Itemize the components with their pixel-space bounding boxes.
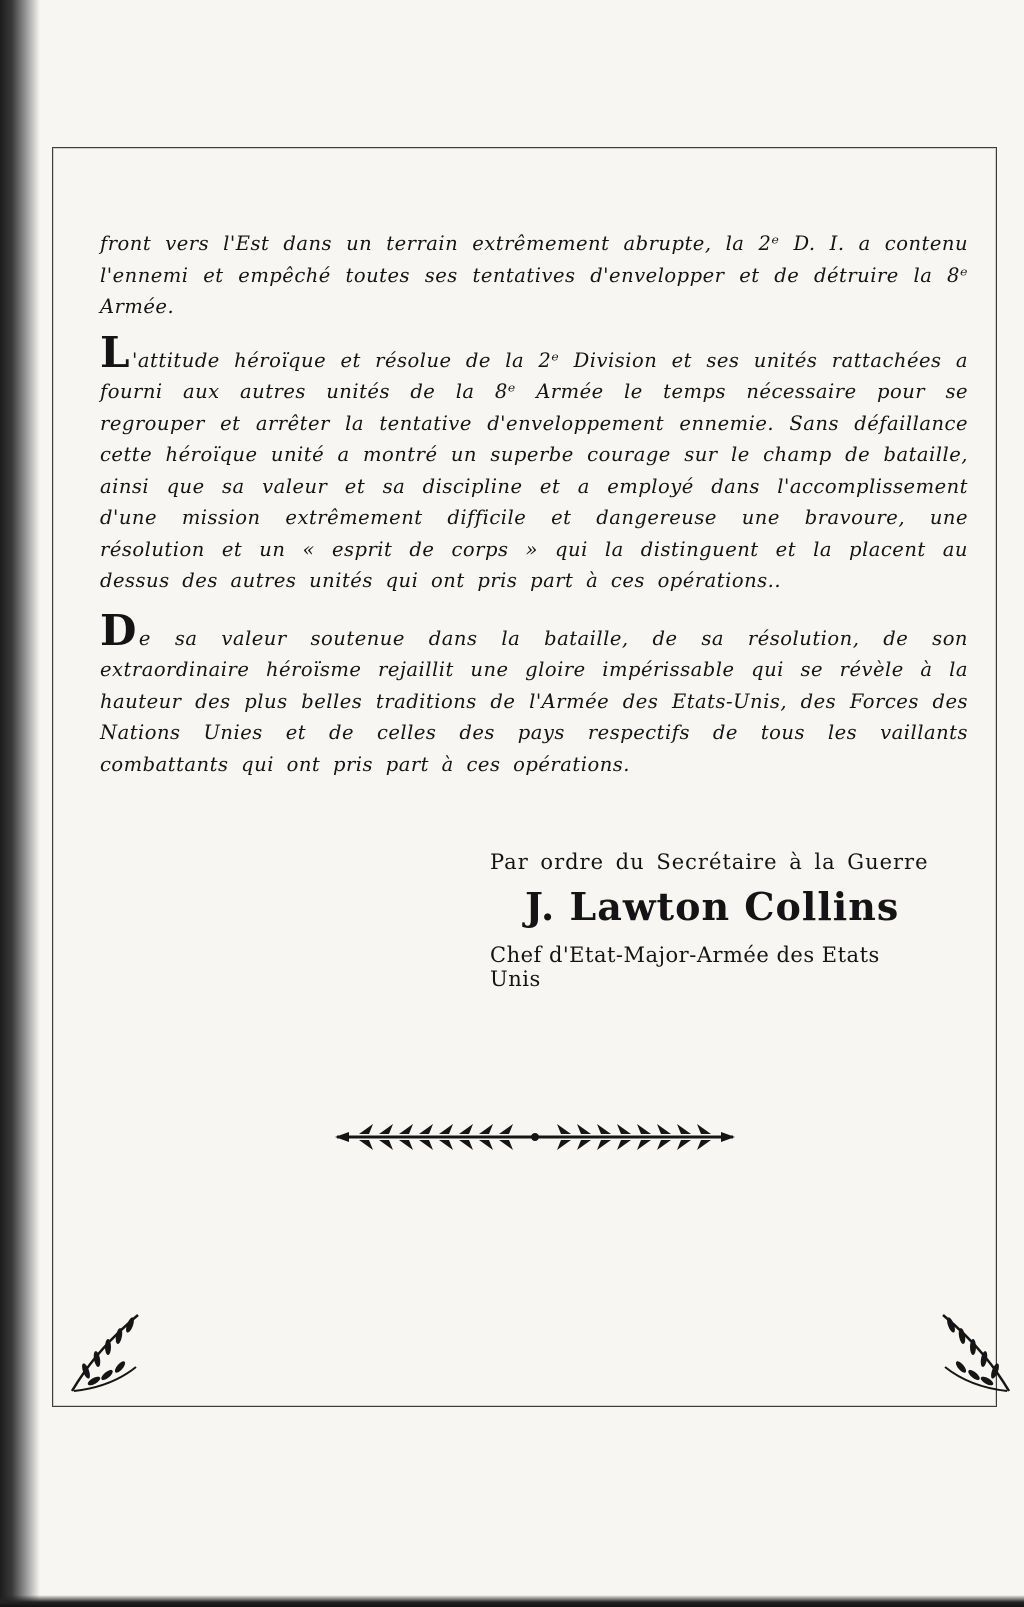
bottom-scan-edge xyxy=(0,1595,1024,1607)
signature-block xyxy=(470,850,930,991)
paragraph-1 xyxy=(100,228,968,323)
vine-ornament-icon xyxy=(335,1118,735,1156)
signature-name: J. Lawton Collins xyxy=(525,884,900,929)
paragraph-2-dropcap: L xyxy=(100,327,131,377)
citation-text xyxy=(100,228,968,804)
signature-order-line: Par ordre du Secrétaire à la Guerre xyxy=(490,850,929,874)
paragraph-3-dropcap: D xyxy=(100,605,137,655)
signature-title: Chef d'Etat-Major-Armée des Etats Unis xyxy=(490,943,880,991)
paragraph-2 xyxy=(100,327,968,597)
paragraph-2-text: 'attitude héroïque et résolue de la 2ᵉ Division et ses unités rattachées a fourni aux autres unités de la 8ᵉ Armée le temps nécessaire pour se regrouper et arrêter la tentative d'enveloppement ennemie. Sans défaillance cette héroïque unité a montré un superbe courage sur le champ de bataille, ainsi que sa valeur et sa discipline et a employé dans l'accomplissement d'une mission extrêmement difficile et dangereuse une bravoure, une résolution et un « esprit de corps » qui la distinguent et la placent au dessus des autres unités qui ont pris part à ces opérations.. xyxy=(100,348,968,592)
laurel-branch-icon xyxy=(931,1307,1017,1397)
paragraph-3 xyxy=(100,605,968,781)
binding-shadow xyxy=(0,0,40,1607)
paragraph-3-text: e sa valeur soutenue dans la bataille, de sa résolution, de son extraordinaire héroïsme rejaillit une gloire impérissable qui se révèle à la hauteur des plus belles traditions de l'Armée des Etats-Unis, des Forces des Nations Unies et de celles des pays respectifs de tous les vaillants combattants qui ont pris part à ces opérations. xyxy=(100,626,968,776)
laurel-branch-icon xyxy=(64,1307,150,1397)
paragraph-1-text: front vers l'Est dans un terrain extrêmement abrupte, la 2ᵉ D. I. a contenu l'ennemi et empêché toutes ses tentatives d'envelopper et de détruire la 8ᵉ Armée. xyxy=(100,232,968,318)
